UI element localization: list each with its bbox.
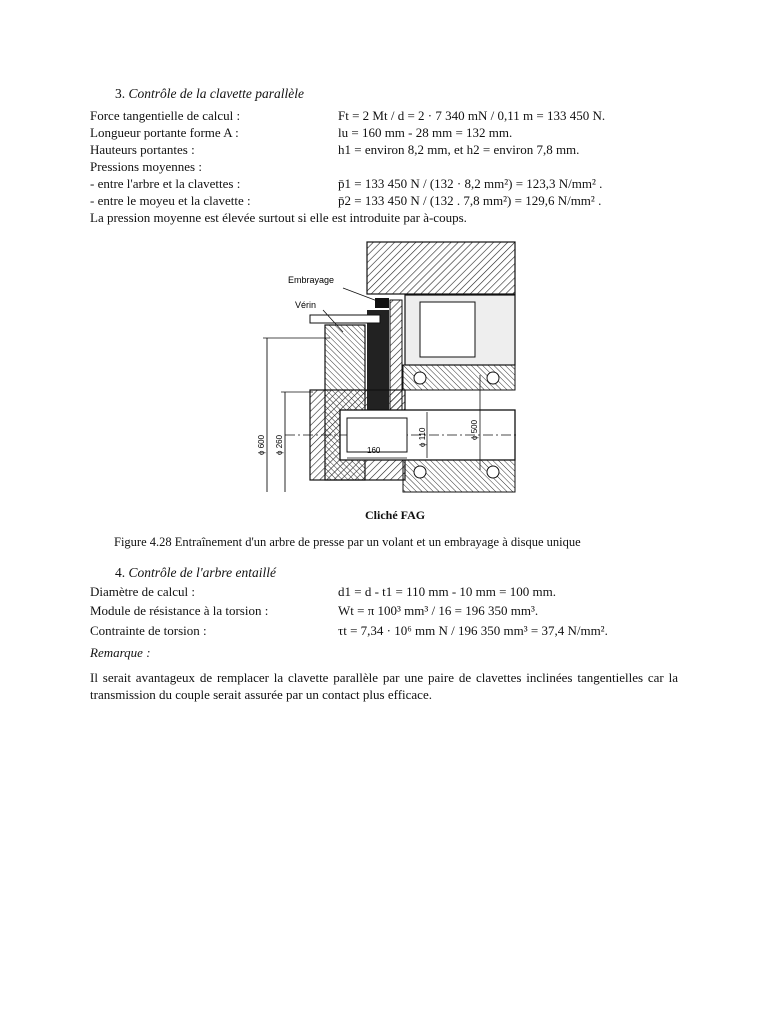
row-label: Contrainte de torsion : (90, 623, 207, 638)
row-pression-moyeu (90, 193, 690, 210)
row-value: Wt = π 100³ mm³ / 16 = 196 350 mm³. (338, 603, 539, 618)
section-4-heading (115, 565, 276, 581)
row-diametre-calcul (90, 584, 690, 601)
row-hauteurs-portantes (90, 142, 690, 159)
row-value: p̄1 = 133 450 N / (132 · 8,2 mm²) = 123,3 N/mm² . (338, 176, 603, 191)
label-d600: ϕ 600 (257, 434, 266, 455)
cylinder-bolt (310, 315, 380, 323)
label-d500: ϕ 500 (470, 419, 479, 440)
section-3-title: Contrôle de la clavette parallèle (128, 86, 304, 101)
row-value: τt = 7,34 · 10⁶ mm N / 196 350 mm³ = 37,4 N/mm². (338, 623, 608, 638)
row-label: Longueur portante forme A : (90, 125, 239, 140)
section-4-number: 4. (115, 565, 126, 580)
row-value: lu = 160 mm - 28 mm = 132 mm. (338, 125, 513, 140)
row-label: Hauteurs portantes : (90, 142, 195, 157)
row-value: d1 = d - t1 = 110 mm - 10 mm = 100 mm. (338, 584, 556, 599)
row-label: Pressions moyennes : (90, 159, 202, 174)
section-3-note: La pression moyenne est élevée surtout si elle est introduite par à-coups. (90, 210, 467, 225)
row-label: - entre l'arbre et la clavettes : (90, 176, 241, 191)
bearing-ball (487, 372, 499, 384)
label-160: 160 (367, 446, 381, 455)
row-module-resistance (90, 603, 690, 620)
bearing-ball (414, 466, 426, 478)
bearing-ball (487, 466, 499, 478)
label-d260: ϕ 260 (275, 434, 284, 455)
row-pression-arbre (90, 176, 690, 193)
row-label: Force tangentielle de calcul : (90, 108, 241, 123)
figure-caption: Figure 4.28 Entraînement d'un arbre de presse par un volant et un embrayage à disque unique (114, 535, 581, 549)
section-3-heading (115, 86, 304, 102)
label-embrayage: Embrayage (288, 275, 335, 285)
label-d110: ϕ 110 (418, 427, 427, 447)
row-label: Module de résistance à la torsion : (90, 603, 269, 618)
row-longueur-portante (90, 125, 690, 142)
row-contrainte-torsion (90, 623, 690, 640)
row-pressions-moyennes (90, 159, 690, 176)
row-force-tangentielle (90, 108, 690, 125)
row-value: p̄2 = 133 450 N / (132 . 7,8 mm²) = 129,6 N/mm² . (338, 193, 602, 208)
section-4-title: Contrôle de l'arbre entaillé (128, 565, 276, 580)
row-label: Diamètre de calcul : (90, 584, 196, 599)
row-value: h1 = environ 8,2 mm, et h2 = environ 7,8 mm. (338, 142, 580, 157)
housing-block (367, 242, 515, 294)
remarque-text: Il serait avantageux de remplacer la clavette parallèle par une paire de clavettes inclinées tangentielles car la transmission du couple serait assurée par un contact plus efficace. (90, 670, 678, 702)
flywheel-inner (420, 302, 475, 357)
section-3-number: 3. (115, 86, 126, 101)
bearing-ball (414, 372, 426, 384)
technical-drawing (255, 240, 520, 495)
cylinder-nut (375, 298, 389, 308)
label-verin: Vérin (295, 300, 317, 310)
figure-credit: Cliché FAG (365, 508, 426, 522)
row-value: Ft = 2 Mt / d = 2 · 7 340 mN / 0,11 m = 133 450 N. (338, 108, 606, 123)
row-label: - entre le moyeu et la clavette : (90, 193, 251, 208)
remarque-title: Remarque : (90, 645, 151, 660)
